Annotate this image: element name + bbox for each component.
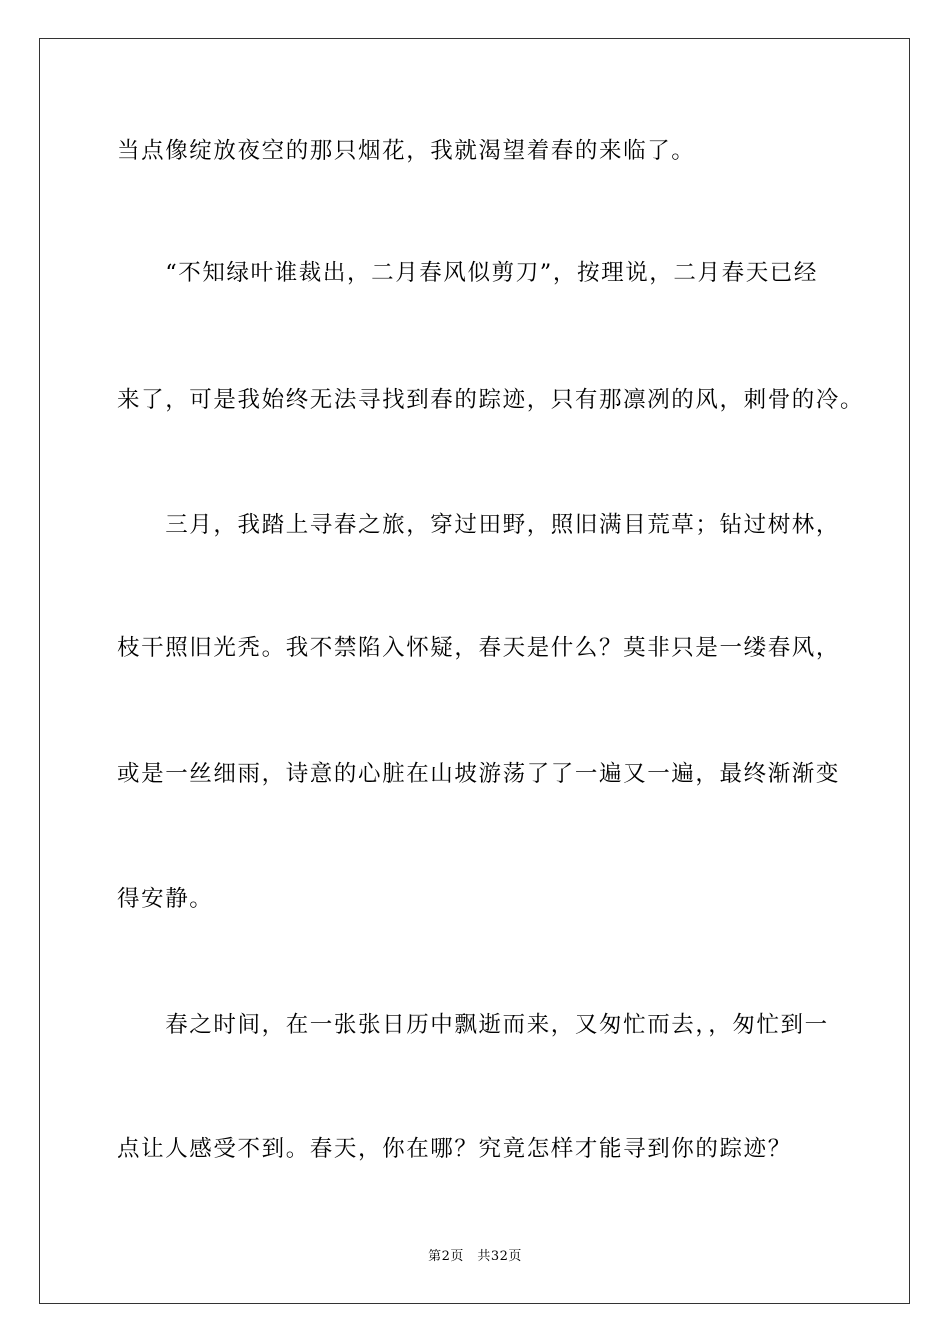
page-border (39, 38, 910, 1304)
text-line-8: 春之时间，在一张张日历中飘逝而来，又匆忙而去，，匆忙到一 (117, 1012, 829, 1038)
text-line-3: 来了，可是我始终无法寻找到春的踪迹，只有那凛冽的风，刺骨的冷。 (117, 387, 865, 413)
page-number-footer: 第2页 共32页 (428, 1249, 522, 1264)
text-line-7: 得安静。 (117, 886, 214, 912)
text-line-6: 或是一丝细雨，诗意的心脏在山坡游荡了了一遍又一遍，最终渐渐变 (117, 761, 841, 787)
text-line-4: 三月，我踏上寻春之旅，穿过田野，照旧满目荒草；钻过树林， (117, 512, 841, 538)
text-line-9: 点让人感受不到。春天，你在哪？究竟怎样才能寻到你的踪迹？ (117, 1136, 792, 1162)
text-line-1: 当点像绽放夜空的那只烟花，我就渴望着春的来临了。 (117, 138, 696, 164)
text-line-2: “不知绿叶谁裁出，二月春风似剪刀”，按理说，二月春天已经 (117, 260, 819, 286)
text-line-5: 枝干照旧光秃。我不禁陷入怀疑，春天是什么？莫非只是一缕春风， (117, 635, 841, 661)
